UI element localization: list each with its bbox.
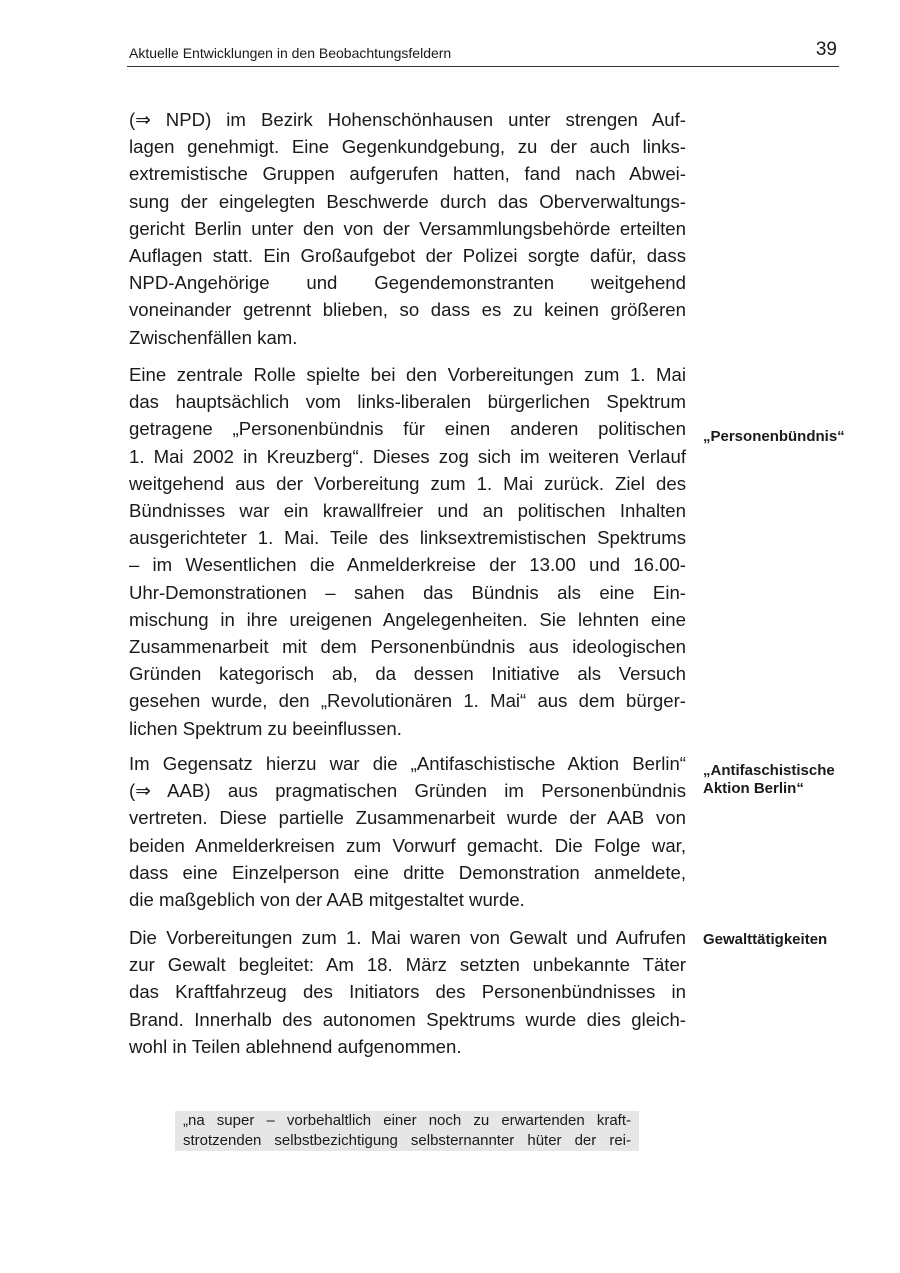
paragraph-line: das hauptsächlich vom links-liberalen bürgerlichen Spektrum	[129, 391, 686, 413]
body-paragraph-1	[129, 106, 686, 351]
paragraph-line: Im Gegensatz hierzu war die „Antifaschistische Aktion Berlin“	[129, 753, 686, 774]
paragraph-line: lichen Spektrum zu beeinflussen.	[129, 717, 402, 739]
quote-line: strotzenden selbstbezichtigung selbsternannter hüter der rei-	[183, 1132, 631, 1149]
paragraph-line: Zusammenarbeit mit dem Personenbündnis aus ideologischen	[129, 636, 686, 658]
paragraph-line: weitgehend aus der Vorbereitung zum 1. Mai zurück. Ziel des	[129, 472, 686, 494]
paragraph-line: voneinander getrennt blieben, so dass es zu keinen größeren	[129, 299, 686, 321]
paragraph-line: wohl in Teilen ablehnend aufgenommen.	[129, 1035, 462, 1057]
page-number: 39	[815, 39, 837, 60]
paragraph-line: Eine zentrale Rolle spielte bei den Vorbereitungen zum 1. Mai	[129, 364, 686, 385]
paragraph-line: Die Vorbereitungen zum 1. Mai waren von Gewalt und Aufrufen	[129, 927, 686, 948]
margin-note-gewalttaetigkeiten: Gewalttätigkeiten	[703, 931, 828, 948]
paragraph-line: extremistische Gruppen aufgerufen hatten, fand nach Abwei-	[129, 163, 686, 185]
paragraph-line: vertreten. Diese partielle Zusammenarbeit wurde der AAB von	[129, 807, 686, 829]
paragraph-line: (⇒ NPD) im Bezirk Hohenschönhausen unter strengen Auf-	[129, 109, 686, 130]
paragraph-line: Bündnisses war ein krawallfreier und an politischen Inhalten	[129, 500, 686, 522]
body-paragraph-2	[129, 361, 686, 742]
paragraph-line: ausgerichteter 1. Mai. Teile des linksextremistischen Spektrums	[129, 527, 686, 549]
paragraph-line: die maßgeblich von der AAB mitgestaltet wurde.	[129, 889, 525, 911]
quote-line: „na super – vorbehaltlich einer noch zu erwartenden kraft-	[183, 1112, 631, 1129]
paragraph-line: mischung in ihre ureigenen Angelegenheiten. Sie lehnten eine	[129, 608, 686, 630]
quote-box	[175, 1111, 639, 1151]
body-paragraph-4	[129, 924, 686, 1060]
paragraph-line: Gründen kategorisch ab, da dessen Initiative als Versuch	[129, 663, 686, 685]
paragraph-line: zur Gewalt begleitet: Am 18. März setzten unbekannte Täter	[129, 954, 686, 976]
margin-note-antifa: „Antifaschistische Aktion Berlin“	[703, 762, 835, 797]
paragraph-line: Auflagen statt. Ein Großaufgebot der Polizei sorgte dafür, dass	[129, 245, 686, 267]
paragraph-line: gesehen wurde, den „Revolutionären 1. Mai“ aus dem bürger-	[129, 690, 686, 712]
paragraph-line: (⇒ AAB) aus pragmatischen Gründen im Personenbündnis	[129, 780, 686, 802]
paragraph-line: lagen genehmigt. Eine Gegenkundgebung, zu der auch links-	[129, 136, 686, 158]
paragraph-line: Brand. Innerhalb des autonomen Spektrums wurde dies gleich-	[129, 1008, 686, 1030]
paragraph-line: – im Wesentlichen die Anmelderkreise der 13.00 und 16.00-	[129, 554, 686, 576]
margin-note-personenbuendnis: „Personenbündnis“	[703, 428, 845, 445]
paragraph-line: dass eine Einzelperson eine dritte Demonstration anmeldete,	[129, 861, 686, 883]
paragraph-line: gericht Berlin unter den von der Versammlungsbehörde erteilten	[129, 217, 686, 239]
body-paragraph-3	[129, 750, 686, 913]
paragraph-line: Uhr-Demonstrationen – sahen das Bündnis als eine Ein-	[129, 581, 686, 603]
running-header	[127, 38, 839, 67]
paragraph-line: getragene „Personenbündnis für einen anderen politischen	[129, 418, 686, 440]
paragraph-line: sung der eingelegten Beschwerde durch das Oberverwaltungs-	[129, 190, 686, 212]
paragraph-line: NPD-Angehörige und Gegendemonstranten weitgehend	[129, 272, 686, 294]
paragraph-line: beiden Anmelderkreisen zum Vorwurf gemacht. Die Folge war,	[129, 834, 686, 856]
paragraph-line: 1. Mai 2002 in Kreuzberg“. Dieses zog sich im weiteren Verlauf	[129, 445, 686, 467]
paragraph-line: das Kraftfahrzeug des Initiators des Personenbündnisses in	[129, 981, 686, 1003]
header-title: Aktuelle Entwicklungen in den Beobachtungsfeldern	[129, 45, 452, 61]
paragraph-line: Zwischenfällen kam.	[129, 326, 298, 348]
